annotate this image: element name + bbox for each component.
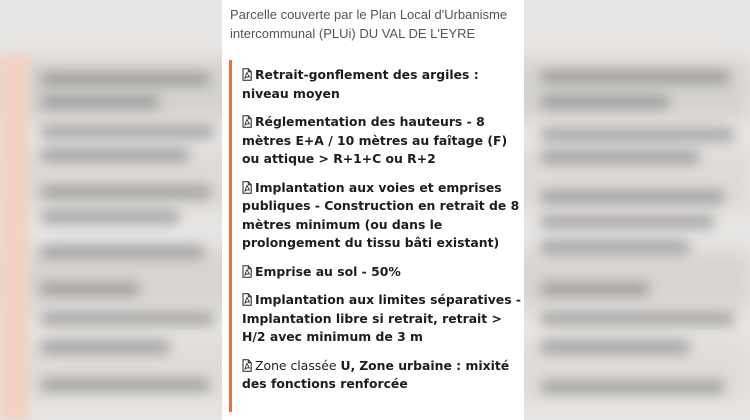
parcel-header: Parcelle couverte par le Plan Local d'Urbanisme intercommunal (PLUi) DU VAL DE L'EYRE — [230, 7, 508, 41]
regulation-item[interactable] — [232, 291, 525, 347]
blurred-text — [540, 240, 690, 254]
blurred-text — [40, 125, 215, 139]
regulation-item[interactable] — [232, 179, 525, 253]
blurred-accent-stripe — [0, 55, 30, 420]
regulation-item[interactable] — [232, 66, 525, 103]
blurred-text — [40, 148, 190, 162]
regulation-item[interactable] — [232, 113, 525, 169]
zone-label: Zone urbaine : mixité des fonctions renforcée — [242, 357, 510, 391]
blurred-text — [40, 312, 215, 326]
blurred-text — [40, 282, 140, 296]
blurred-text — [540, 380, 725, 394]
blurred-text — [40, 210, 180, 224]
blurred-text — [40, 245, 205, 259]
zone-prefix: Zone classée — [255, 357, 337, 373]
parcel-info-panel — [222, 0, 524, 420]
pdf-document-icon — [242, 181, 252, 194]
blurred-text — [540, 190, 725, 204]
regulation-text: Emprise au sol - 50% — [255, 263, 401, 279]
zone-code: U, — [340, 357, 356, 373]
blurred-text — [540, 150, 700, 164]
blurred-text — [540, 340, 690, 354]
blurred-text — [540, 312, 735, 326]
blurred-text — [540, 70, 730, 84]
pdf-document-icon — [242, 293, 252, 306]
regulation-text: Retrait-gonflement des argiles : niveau moyen — [242, 67, 479, 101]
pdf-document-icon — [242, 68, 252, 81]
zone-item[interactable] — [232, 357, 525, 394]
pdf-document-icon — [242, 115, 252, 128]
blurred-text — [40, 72, 210, 86]
regulation-text: Implantation aux voies et emprises publiques - Construction en retrait de 8 mètres minimum (ou dans le prolongement du tissu bâti existant) — [242, 179, 520, 250]
blurred-text — [40, 185, 212, 199]
blurred-text — [540, 128, 735, 142]
blurred-text — [40, 95, 160, 109]
pdf-document-icon — [242, 265, 252, 278]
regulation-item[interactable] — [232, 263, 525, 282]
blurred-text — [40, 378, 210, 392]
pdf-document-icon — [242, 359, 252, 372]
regulation-text: Réglementation des hauteurs - 8 mètres E+A / 10 mètres au faîtage (F) ou attique > R+1+C ou R+2 — [242, 114, 508, 166]
blurred-text — [40, 340, 170, 354]
blurred-text — [540, 215, 715, 229]
regulation-list — [229, 60, 525, 412]
blurred-text — [540, 282, 650, 296]
blurred-text — [540, 95, 670, 109]
regulation-text: Implantation aux limites séparatives - Implantation libre si retrait, retrait > H/2 avec minimum de 3 m — [242, 292, 522, 344]
